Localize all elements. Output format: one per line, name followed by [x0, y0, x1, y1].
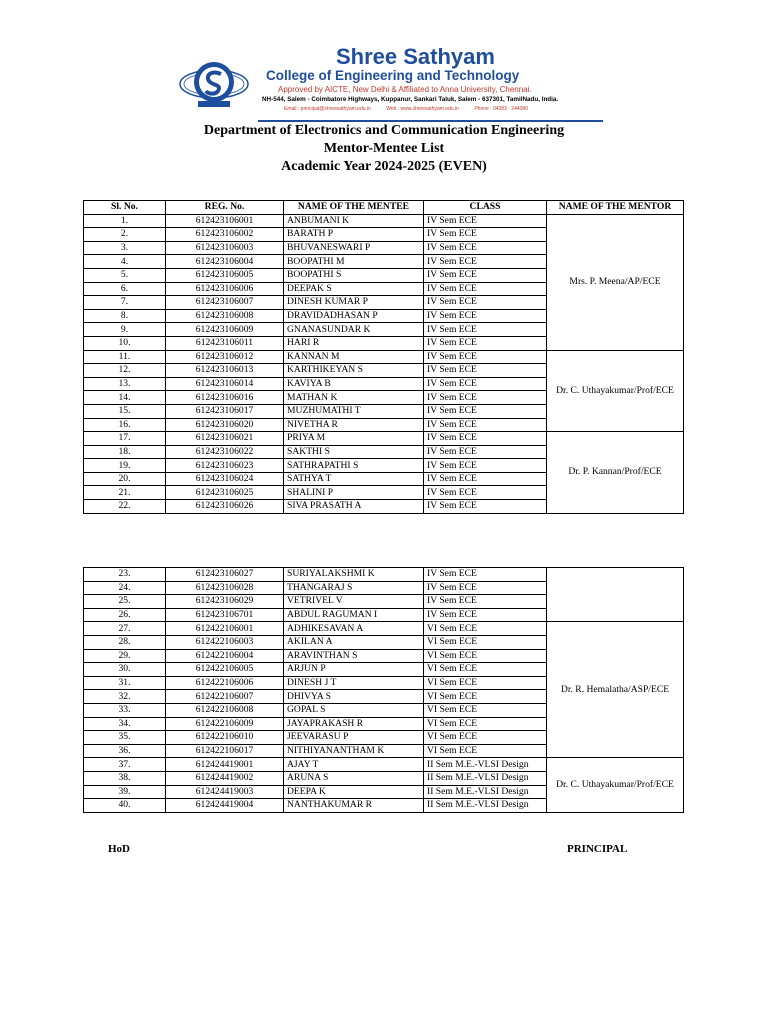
cell-mentee-name: THANGARAJ S — [284, 581, 424, 595]
cell-mentee-name: SIVA PRASATH A — [284, 500, 424, 514]
cell-class: IV Sem ECE — [424, 364, 547, 378]
cell-reg-no: 612423106005 — [166, 268, 284, 282]
cell-class: IV Sem ECE — [424, 268, 547, 282]
address-line: NH-544, Salem - Coimbatore Highways, Kuppanur, Sankari Taluk, Salem - 637301, TamilNadu, India. — [262, 96, 559, 103]
cell-sl-no: 7. — [84, 296, 166, 310]
table-row — [84, 568, 684, 582]
cell-reg-no: 612423106027 — [166, 568, 284, 582]
cell-class: IV Sem ECE — [424, 459, 547, 473]
letterhead — [178, 44, 603, 122]
cell-class: IV Sem ECE — [424, 486, 547, 500]
college-emblem-icon — [178, 56, 250, 112]
cell-reg-no: 612423106011 — [166, 336, 284, 350]
cell-reg-no: 612423106028 — [166, 581, 284, 595]
cell-reg-no: 612423106008 — [166, 309, 284, 323]
cell-reg-no: 612423106007 — [166, 296, 284, 310]
cell-reg-no: 612423106023 — [166, 459, 284, 473]
cell-mentee-name: BARATH P — [284, 228, 424, 242]
cell-mentee-name: HARI R — [284, 336, 424, 350]
header-mentee-name: NAME OF THE MENTEE — [284, 201, 424, 215]
cell-mentee-name: DHIVYA S — [284, 690, 424, 704]
cell-class: VI Sem ECE — [424, 676, 547, 690]
cell-sl-no: 38. — [84, 771, 166, 785]
cell-reg-no: 612423106006 — [166, 282, 284, 296]
cell-mentee-name: SAKTHI S — [284, 445, 424, 459]
cell-class: VI Sem ECE — [424, 635, 547, 649]
cell-sl-no: 16. — [84, 418, 166, 432]
header-class: CLASS — [424, 201, 547, 215]
email-text: Email : principal@shreesathyam.edu.in — [284, 106, 371, 112]
cell-class: IV Sem ECE — [424, 214, 547, 228]
cell-class: IV Sem ECE — [424, 391, 547, 405]
cell-sl-no: 39. — [84, 785, 166, 799]
cell-class: IV Sem ECE — [424, 336, 547, 350]
cell-mentor-name: Dr. C. Uthayakumar/Prof/ECE — [547, 758, 684, 812]
cell-mentee-name: DINESH KUMAR P — [284, 296, 424, 310]
cell-reg-no: 612422106005 — [166, 663, 284, 677]
cell-sl-no: 8. — [84, 309, 166, 323]
cell-mentee-name: SURIYALAKSHMI K — [284, 568, 424, 582]
cell-mentee-name: BOOPATHI M — [284, 255, 424, 269]
cell-mentee-name: SATHYA T — [284, 472, 424, 486]
cell-reg-no: 612423106022 — [166, 445, 284, 459]
cell-sl-no: 19. — [84, 459, 166, 473]
cell-mentor-name: Dr. C. Uthayakumar/Prof/ECE — [547, 350, 684, 432]
document-title: Mentor-Mentee List — [323, 141, 445, 156]
cell-mentee-name: JAYAPRAKASH R — [284, 717, 424, 731]
cell-class: II Sem M.E.-VLSI Design — [424, 785, 547, 799]
cell-sl-no: 29. — [84, 649, 166, 663]
cell-sl-no: 1. — [84, 214, 166, 228]
web-text: Web : www.shreesathyam.edu.in — [386, 106, 459, 112]
table-row — [84, 432, 684, 446]
department-title: Department of Electronics and Communication Engineering — [203, 123, 565, 138]
cell-mentee-name: NITHIYANANTHAM K — [284, 744, 424, 758]
cell-sl-no: 22. — [84, 500, 166, 514]
cell-sl-no: 18. — [84, 445, 166, 459]
table-row — [84, 214, 684, 228]
cell-sl-no: 20. — [84, 472, 166, 486]
cell-mentee-name: ARAVINTHAN S — [284, 649, 424, 663]
cell-reg-no: 612424419001 — [166, 758, 284, 772]
cell-mentee-name: DRAVIDADHASAN P — [284, 309, 424, 323]
cell-sl-no: 6. — [84, 282, 166, 296]
cell-class: IV Sem ECE — [424, 404, 547, 418]
cell-sl-no: 2. — [84, 228, 166, 242]
phone-text: Phone : 04283 - 244080 — [474, 106, 528, 112]
cell-class: II Sem M.E.-VLSI Design — [424, 771, 547, 785]
cell-sl-no: 9. — [84, 323, 166, 337]
cell-mentee-name: DEEPAK S — [284, 282, 424, 296]
cell-reg-no: 612423106024 — [166, 472, 284, 486]
cell-sl-no: 31. — [84, 676, 166, 690]
college-subtitle: College of Engineering and Technology — [266, 68, 520, 83]
cell-reg-no: 612423106002 — [166, 228, 284, 242]
cell-class: IV Sem ECE — [424, 500, 547, 514]
cell-reg-no: 612423106003 — [166, 241, 284, 255]
cell-mentee-name: KARTHIKEYAN S — [284, 364, 424, 378]
cell-class: IV Sem ECE — [424, 432, 547, 446]
cell-sl-no: 12. — [84, 364, 166, 378]
cell-mentee-name: BHUVANESWARI P — [284, 241, 424, 255]
cell-class: II Sem M.E.-VLSI Design — [424, 758, 547, 772]
cell-reg-no: 612422106007 — [166, 690, 284, 704]
college-name: Shree Sathyam — [336, 44, 495, 69]
table-row — [84, 350, 684, 364]
cell-sl-no: 4. — [84, 255, 166, 269]
cell-class: IV Sem ECE — [424, 228, 547, 242]
contact-line — [284, 106, 542, 112]
cell-reg-no: 612423106026 — [166, 500, 284, 514]
cell-mentee-name: MATHAN K — [284, 391, 424, 405]
cell-mentee-name: VETRIVEL V — [284, 595, 424, 609]
cell-sl-no: 10. — [84, 336, 166, 350]
cell-reg-no: 612423106016 — [166, 391, 284, 405]
cell-sl-no: 34. — [84, 717, 166, 731]
academic-year: Academic Year 2024-2025 (EVEN) — [281, 159, 487, 174]
cell-reg-no: 612422106003 — [166, 635, 284, 649]
cell-reg-no: 612423106013 — [166, 364, 284, 378]
cell-class: IV Sem ECE — [424, 350, 547, 364]
cell-class: IV Sem ECE — [424, 255, 547, 269]
cell-reg-no: 612423106004 — [166, 255, 284, 269]
cell-reg-no: 612423106020 — [166, 418, 284, 432]
cell-sl-no: 37. — [84, 758, 166, 772]
cell-mentee-name: MUZHUMATHI T — [284, 404, 424, 418]
cell-sl-no: 24. — [84, 581, 166, 595]
cell-mentee-name: SATHRAPATHI S — [284, 459, 424, 473]
cell-sl-no: 28. — [84, 635, 166, 649]
cell-reg-no: 612423106025 — [166, 486, 284, 500]
cell-sl-no: 11. — [84, 350, 166, 364]
cell-sl-no: 30. — [84, 663, 166, 677]
cell-class: VI Sem ECE — [424, 717, 547, 731]
cell-class: VI Sem ECE — [424, 649, 547, 663]
cell-mentee-name: KAVIYA B — [284, 377, 424, 391]
cell-class: IV Sem ECE — [424, 241, 547, 255]
cell-mentee-name: KANNAN M — [284, 350, 424, 364]
cell-class: IV Sem ECE — [424, 568, 547, 582]
cell-mentee-name: DINESH J T — [284, 676, 424, 690]
cell-mentee-name: NIVETHA R — [284, 418, 424, 432]
cell-reg-no: 612422106010 — [166, 731, 284, 745]
cell-mentee-name: ARJUN P — [284, 663, 424, 677]
cell-sl-no: 35. — [84, 731, 166, 745]
cell-reg-no: 612423106017 — [166, 404, 284, 418]
header-mentor-name: NAME OF THE MENTOR — [547, 201, 684, 215]
cell-class: IV Sem ECE — [424, 309, 547, 323]
hod-signature-label: HoD — [108, 843, 130, 855]
cell-class: VI Sem ECE — [424, 622, 547, 636]
cell-sl-no: 32. — [84, 690, 166, 704]
cell-sl-no: 36. — [84, 744, 166, 758]
cell-reg-no: 612423106001 — [166, 214, 284, 228]
cell-class: VI Sem ECE — [424, 731, 547, 745]
cell-class: IV Sem ECE — [424, 377, 547, 391]
cell-sl-no: 27. — [84, 622, 166, 636]
cell-class: IV Sem ECE — [424, 472, 547, 486]
approval-line: Approved by AICTE, New Delhi & Affiliated to Anna University, Chennai. — [278, 85, 532, 94]
mentor-mentee-table-2 — [83, 567, 684, 813]
cell-sl-no: 33. — [84, 703, 166, 717]
cell-sl-no: 14. — [84, 391, 166, 405]
cell-reg-no: 612423106012 — [166, 350, 284, 364]
table-row — [84, 622, 684, 636]
cell-mentee-name: NANTHAKUMAR R — [284, 799, 424, 813]
cell-sl-no: 25. — [84, 595, 166, 609]
cell-reg-no: 612422106009 — [166, 717, 284, 731]
cell-reg-no: 612423106701 — [166, 608, 284, 622]
cell-class: IV Sem ECE — [424, 282, 547, 296]
cell-sl-no: 26. — [84, 608, 166, 622]
cell-sl-no: 17. — [84, 432, 166, 446]
table-header-row — [84, 201, 684, 215]
cell-sl-no: 23. — [84, 568, 166, 582]
cell-mentor-name: Mrs. P. Meena/AP/ECE — [547, 214, 684, 350]
cell-class: IV Sem ECE — [424, 296, 547, 310]
cell-class: IV Sem ECE — [424, 608, 547, 622]
cell-class: VI Sem ECE — [424, 663, 547, 677]
cell-class: IV Sem ECE — [424, 323, 547, 337]
cell-reg-no: 612422106006 — [166, 676, 284, 690]
cell-class: IV Sem ECE — [424, 418, 547, 432]
cell-sl-no: 15. — [84, 404, 166, 418]
cell-class: VI Sem ECE — [424, 703, 547, 717]
cell-class: IV Sem ECE — [424, 445, 547, 459]
cell-reg-no: 612423106021 — [166, 432, 284, 446]
cell-mentor-name — [547, 568, 684, 622]
cell-reg-no: 612424419004 — [166, 799, 284, 813]
letterhead-divider — [258, 120, 603, 122]
cell-mentee-name: GNANASUNDAR K — [284, 323, 424, 337]
cell-reg-no: 612422106017 — [166, 744, 284, 758]
cell-mentee-name: ANBUMANI K — [284, 214, 424, 228]
cell-sl-no: 13. — [84, 377, 166, 391]
cell-mentee-name: ADHIKESAVAN A — [284, 622, 424, 636]
header-reg-no: REG. No. — [166, 201, 284, 215]
cell-mentee-name: ABDUL RAGUMAN I — [284, 608, 424, 622]
cell-sl-no: 40. — [84, 799, 166, 813]
cell-class: II Sem M.E.-VLSI Design — [424, 799, 547, 813]
cell-mentee-name: GOPAL S — [284, 703, 424, 717]
header-sl-no: Sl. No. — [84, 201, 166, 215]
cell-sl-no: 3. — [84, 241, 166, 255]
cell-sl-no: 21. — [84, 486, 166, 500]
cell-reg-no: 612422106001 — [166, 622, 284, 636]
cell-reg-no: 612424419002 — [166, 771, 284, 785]
cell-class: IV Sem ECE — [424, 595, 547, 609]
cell-mentee-name: AKILAN A — [284, 635, 424, 649]
cell-mentor-name: Dr. P. Kannan/Prof/ECE — [547, 432, 684, 514]
cell-mentee-name: ARUNA S — [284, 771, 424, 785]
cell-mentee-name: BOOPATHI S — [284, 268, 424, 282]
cell-mentee-name: PRIYA M — [284, 432, 424, 446]
cell-reg-no: 612424419003 — [166, 785, 284, 799]
mentor-mentee-table-1 — [83, 200, 684, 514]
cell-mentee-name: DEEPA K — [284, 785, 424, 799]
cell-mentee-name: SHALINI P — [284, 486, 424, 500]
table-row — [84, 758, 684, 772]
cell-mentee-name: AJAY T — [284, 758, 424, 772]
cell-mentor-name: Dr. R. Hemalatha/ASP/ECE — [547, 622, 684, 758]
cell-reg-no: 612422106004 — [166, 649, 284, 663]
principal-signature-label: PRINCIPAL — [567, 843, 628, 855]
cell-reg-no: 612423106029 — [166, 595, 284, 609]
cell-class: VI Sem ECE — [424, 690, 547, 704]
cell-reg-no: 612422106008 — [166, 703, 284, 717]
cell-class: IV Sem ECE — [424, 581, 547, 595]
cell-class: VI Sem ECE — [424, 744, 547, 758]
cell-reg-no: 612423106009 — [166, 323, 284, 337]
cell-mentee-name: JEEVARASU P — [284, 731, 424, 745]
cell-sl-no: 5. — [84, 268, 166, 282]
cell-reg-no: 612423106014 — [166, 377, 284, 391]
